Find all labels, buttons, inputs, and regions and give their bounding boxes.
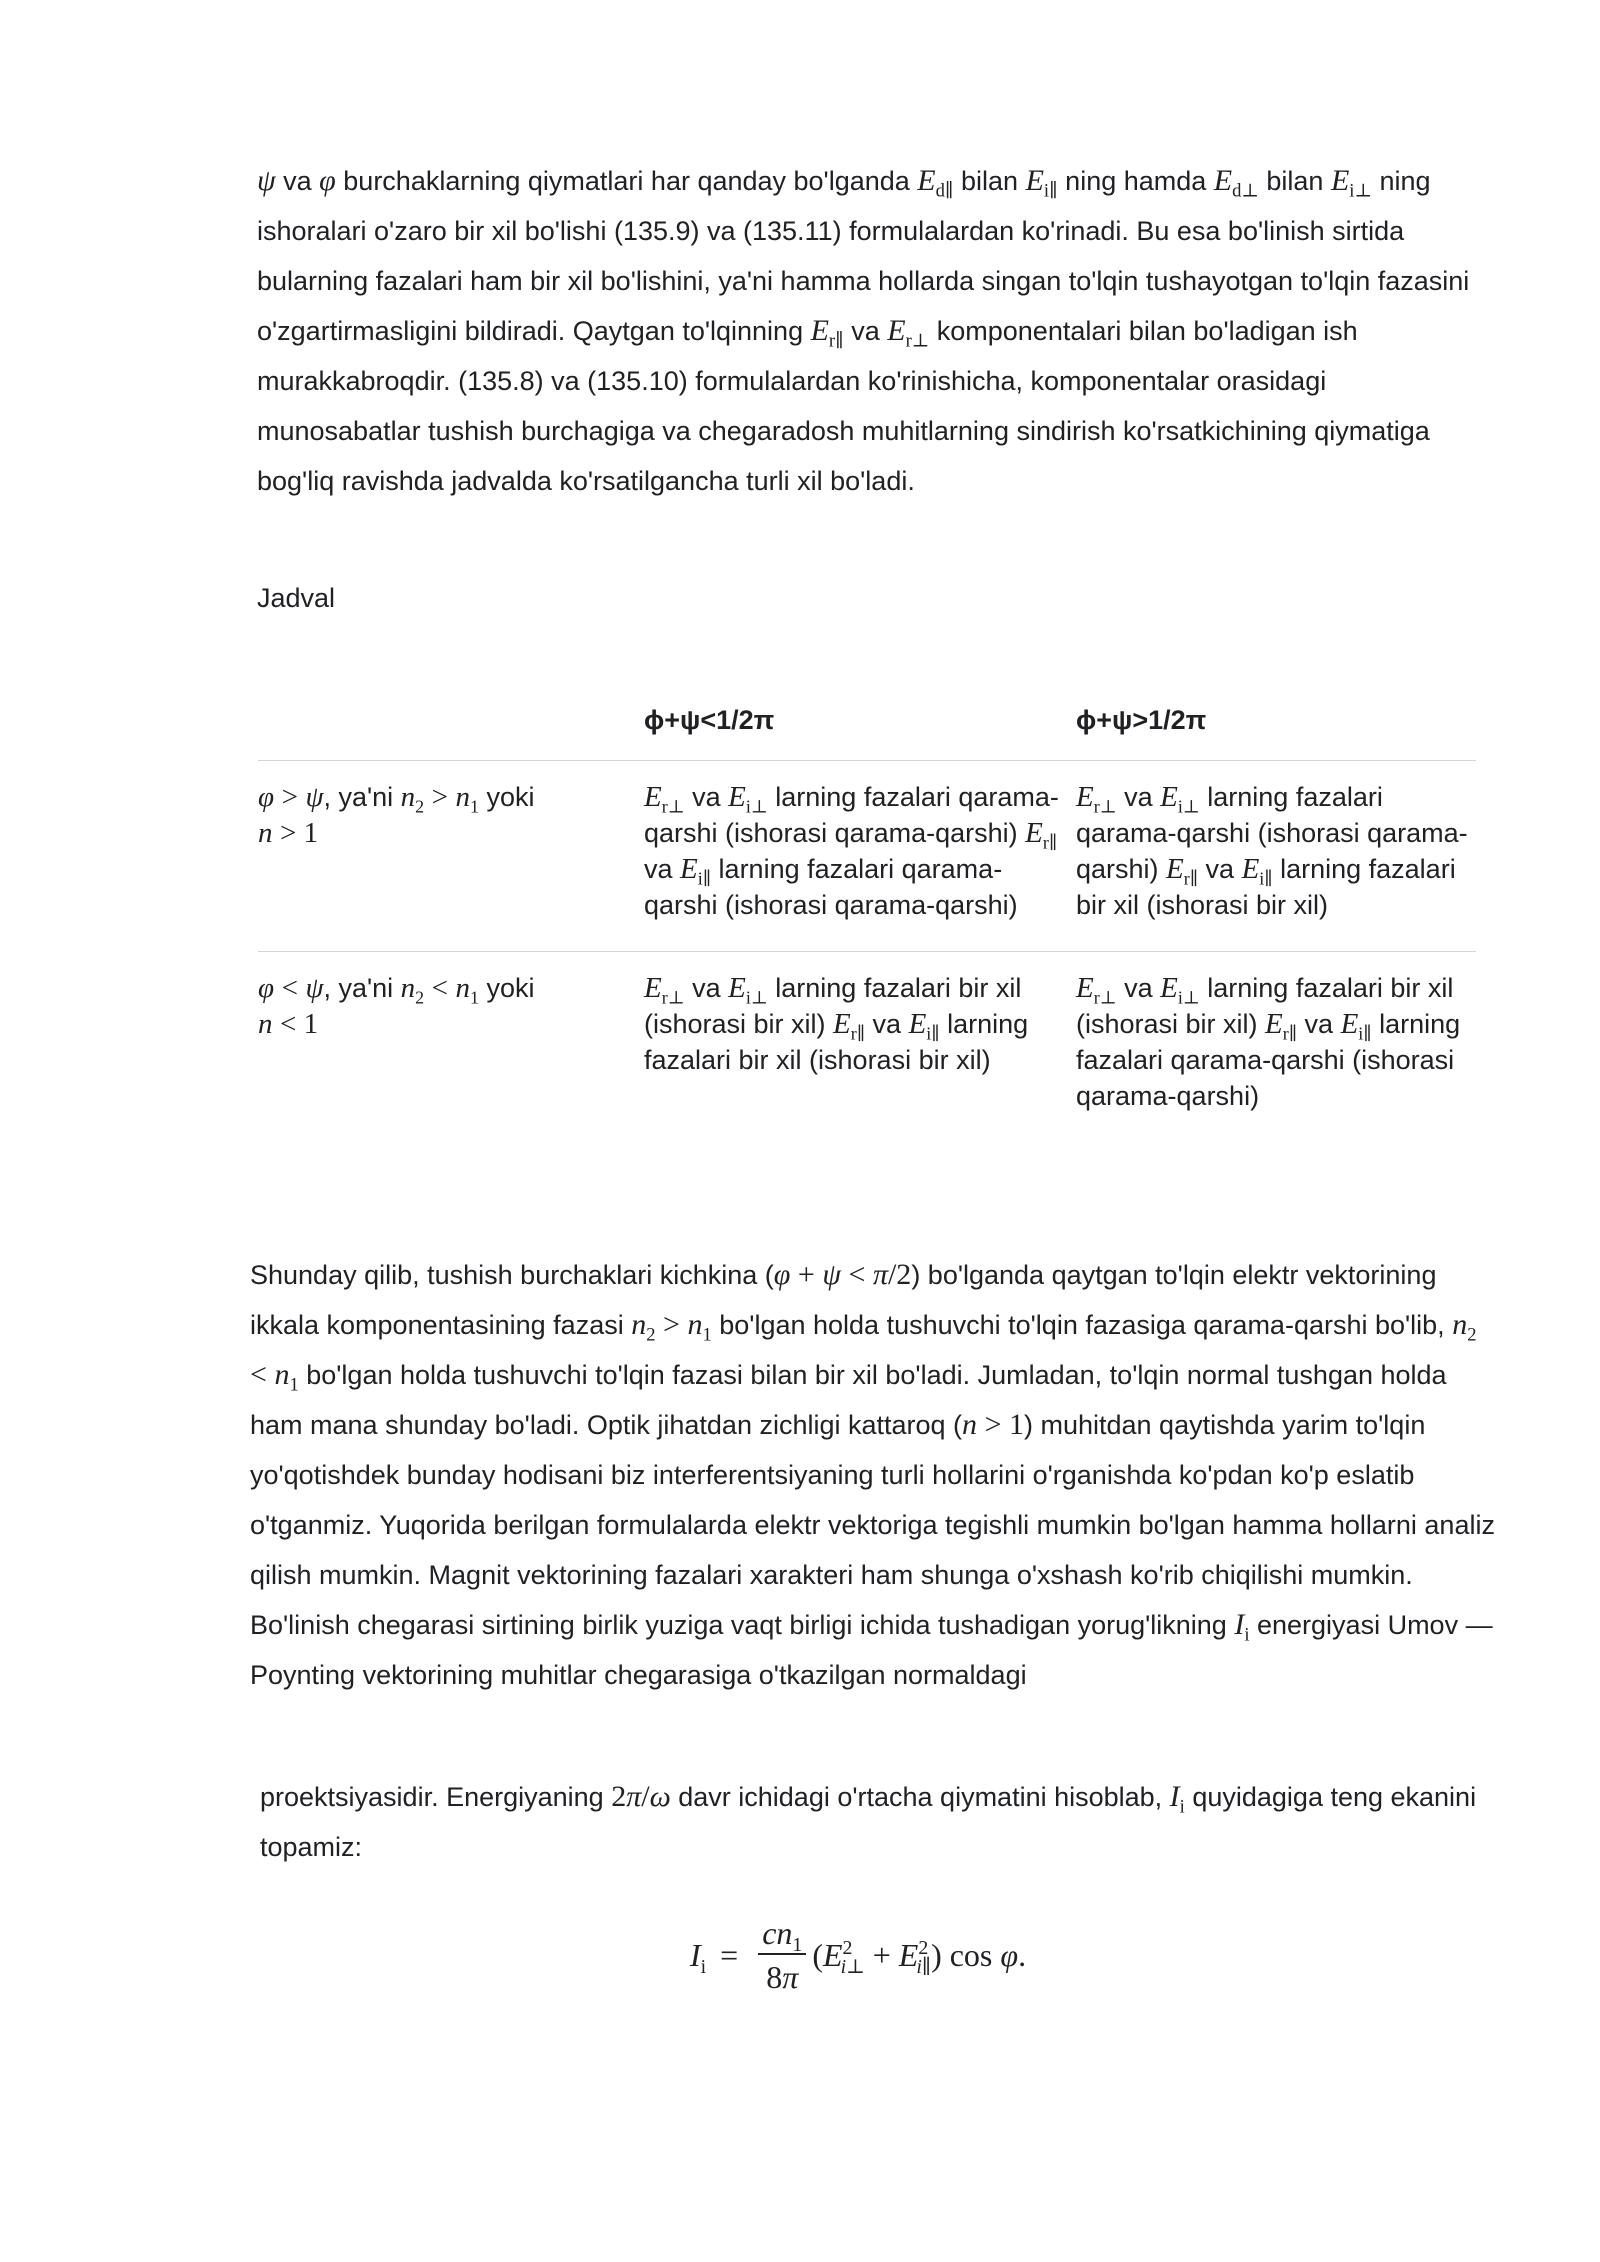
text: yoki: [479, 973, 535, 1003]
table-row-label: φ > ψ, ya'ni $n_2 > n_1$ yoki n > 1: [258, 781, 535, 849]
text: burchaklarning qiymatlari har qanday bo'lganda: [335, 166, 918, 196]
text: ) muhitdan qaytishda yarim to'lqin yo'qotishdek bunday hodisani biz interferentsiyaning turli hollarini o'rganishda ko'pdan ko'p eslatib o'tganmiz. Yuqorida berilgan formulalarda elektr vektoriga tegishli mumkin bo'lgan hamma hollarni analiz qilish mumkin. Magnit vektorining fazalari xarakteri ham shunga o'xshash ko'rib chiqilishi mumkin.: [250, 1410, 1495, 1590]
math-inline: $n_2$: [1452, 1308, 1477, 1346]
text: va: [644, 854, 681, 884]
text: ) bo'lganda qaytgan to'lqin elektr vektorining ikkala komponentasining fazasi: [250, 1260, 1437, 1340]
text: bo'lgan holda tushuvchi to'lqin fazasi bilan bir xil bo'ladi. Jumladan, to'lqin normal tushgan holda ham mana shunday bo'ladi. Optik jihatdan zichligi kattaroq (: [250, 1360, 1447, 1440]
text: komponentalari bilan bo'ladigan ish murakkabroqdir. (135.8) va (135.10) formulalardan ko'rinishicha, komponentalar orasidagi munosabatlar tushish burchagiga va chegaradosh muhitlarning sindirish ko'rsatkichining qiymatiga bog'liq ravishda jadvalda ko'rsatilgancha turli xil bo'ladi.: [257, 316, 1430, 496]
text: proektsiyasidir. Energiyaning: [260, 1782, 612, 1812]
text: va: [684, 782, 729, 812]
math-E-r-perp: $E_{r\perp}$: [887, 314, 930, 352]
text: larning fazalari qarama-qarshi (ishorasi qarama-qarshi): [1076, 782, 1468, 884]
phase-table: [258, 680, 1476, 1142]
math-I-i: $I_i$: [1169, 1780, 1185, 1818]
math-inline: $n_2$: [631, 1308, 656, 1346]
math-inline: n: [962, 1408, 978, 1441]
formula-fraction: $\frac{cn_1}{8\pi}$: [758, 1917, 806, 1993]
paragraph-energy: proektsiyasidir. Energiyaning 2π/ω davr ichidagi o'rtacha qiymatini hisoblab, $I_i$ quyidagiga teng ekanini topamiz:: [260, 1780, 1477, 1862]
math-inline: φ: [773, 1258, 791, 1291]
table-header: [258, 680, 1476, 761]
text: larning fazalari bir xil (ishorasi bir xil): [1076, 854, 1456, 920]
text: va: [865, 1009, 909, 1039]
text: bilan: [953, 166, 1026, 196]
text: , ya'ni: [323, 782, 401, 812]
text: quyidagiga teng ekanini topamiz:: [260, 1782, 1477, 1862]
math-E-d-parallel: $E_{d\parallel}$: [917, 164, 954, 202]
table-header-cell: ϕ+ψ>1/2π: [1076, 705, 1207, 735]
table-cell: $E_{r\perp}$ va $E_{i\perp}$ larning fazalari bir xil (ishorasi bir xil) $E_{r\parallel}$ va $E_{i\parallel}$ larning fazalari qarama-qarshi (ishorasi qarama-qarshi): [1076, 972, 1461, 1111]
text: larning fazalari bir xil (ishorasi bir xil): [644, 973, 1022, 1039]
text: va: [843, 316, 888, 346]
math-E-r-parallel: $E_{r\parallel}$: [810, 314, 844, 352]
math-psi: ψ: [257, 164, 276, 197]
text: Bo'linish chegarasi sirtining birlik yuziga vaqt birligi ichida tushadigan yorug'likning: [250, 1610, 1235, 1640]
text: larning fazalari bir xil (ishorasi bir xil): [644, 1009, 1029, 1075]
text: larning fazalari qarama-qarshi (ishorasi qarama-qarshi): [1076, 1009, 1461, 1111]
text: davr ichidagi o'rtacha qiymatini hisoblab,: [670, 1782, 1170, 1812]
text: bilan: [1258, 166, 1331, 196]
paragraph-conclusion: Shunday qilib, tushish burchaklari kichkina (φ + ψ < π/2) bo'lganda qaytgan to'lqin elektr vektorining ikkala komponentasining fazasi $n_2 > n_1$ bo'lgan holda tushuvchi to'lqin fazasiga qarama-qarshi bo'lib, $n_2 < n_1$ bo'lgan holda tushuvchi to'lqin fazasi bilan bir xil bo'ladi. Jumladan, to'lqin normal tushgan holda ham mana shunday bo'ladi. Optik jihatdan zichligi kattaroq (n > 1) muhitdan qaytishda yarim to'lqin yo'qotishdek bunday hodisani biz interferentsiyaning turli hollarini o'rganishda ko'pdan ko'p eslatib o'tganmiz. Yuqorida berilgan formulalarda elektr vektoriga tegishli mumkin bo'lgan hamma hollarni analiz qilish mumkin. Magnit vektorining fazalari xarakteri ham shunga o'xshash ko'rib chiqilishi mumkin. Bo'linish chegarasi sirtining birlik yuziga vaqt birligi ichida tushadigan yorug'likning $I_i$ energiyasi Umov — Poynting vektorining muhitlar chegarasiga o'tkazilgan normaldagi: [250, 1258, 1495, 1690]
text: ning hamda: [1057, 166, 1214, 196]
text: va: [1198, 854, 1242, 884]
text: , ya'ni: [323, 973, 401, 1003]
math-E-i-perp: $E_{i\perp}$: [1330, 164, 1372, 202]
text: bo'lgan holda tushuvchi to'lqin fazasiga qarama-qarshi bo'lib,: [711, 1310, 1453, 1340]
paragraph-intro: [257, 156, 1497, 506]
table-cell: $E_{r\perp}$ va $E_{i\perp}$ larning fazalari qarama-qarshi (ishorasi qarama-qarshi) $E_{r\parallel}$ va $E_{i\parallel}$ larning fazalari qarama-qarshi (ishorasi qarama-qarshi): [644, 781, 1059, 920]
table-row: [258, 952, 1476, 1142]
table-header-cell: ϕ+ψ<1/2π: [644, 705, 775, 735]
math-E-d-perp: $E_{d\perp}$: [1213, 164, 1259, 202]
text: va: [275, 166, 320, 196]
table-row-label: φ < ψ, ya'ni $n_2 < n_1$ yoki n < 1: [258, 972, 535, 1040]
energy-formula: $I_i$ = $\frac{cn_1}{8\pi}$ $(E^2_{i\perp} + E^2_{i\parallel})$ cos φ.: [690, 1915, 1027, 1995]
table-cell: $E_{r\perp}$ va $E_{i\perp}$ larning fazalari qarama-qarshi (ishorasi qarama-qarshi) $E_{r\parallel}$ va $E_{i\parallel}$ larning fazalari bir xil (ishorasi bir xil): [1076, 781, 1468, 920]
text: larning fazalari qarama-qarshi (ishorasi qarama-qarshi): [644, 782, 1059, 848]
table-caption: Jadval: [257, 583, 336, 613]
text: energiyasi Umov — Poynting vektorining muhitlar chegarasiga o'tkazilgan normaldagi: [250, 1610, 1493, 1690]
table-row: [258, 761, 1476, 952]
math-inline: 2: [611, 1780, 627, 1813]
math-E-i-parallel: $E_{i\parallel}$: [1025, 164, 1058, 202]
text: va: [1297, 1009, 1341, 1039]
text: va: [1116, 782, 1161, 812]
text: larning fazalari qarama-qarshi (ishorasi qarama-qarshi): [644, 854, 1018, 920]
text: va: [1116, 973, 1161, 1003]
text: Shunday qilib, tushish burchaklari kichkina (: [250, 1260, 774, 1290]
text: ning ishoralari o'zaro bir xil bo'lishi (135.9) va (135.11) formulalardan ko'rinadi. Bu esa bo'linish sirtida bularning fazalari ham bir xil bo'lishini, ya'ni hamma hollarda singan to'lqin tushayotgan to'lqin fazasini o'zgartirmasligini bildiradi. Qaytgan to'lqinning: [257, 166, 1470, 346]
math-phi: φ: [319, 164, 336, 197]
text: va: [684, 973, 729, 1003]
table-cell: $E_{r\perp}$ va $E_{i\perp}$ larning fazalari bir xil (ishorasi bir xil) $E_{r\parallel}$ va $E_{i\parallel}$ larning fazalari bir xil (ishorasi bir xil): [644, 972, 1029, 1075]
math-I-i: $I_i$: [1234, 1608, 1250, 1646]
text: larning fazalari bir xil (ishorasi bir xil): [1076, 973, 1454, 1039]
text: yoki: [479, 782, 535, 812]
